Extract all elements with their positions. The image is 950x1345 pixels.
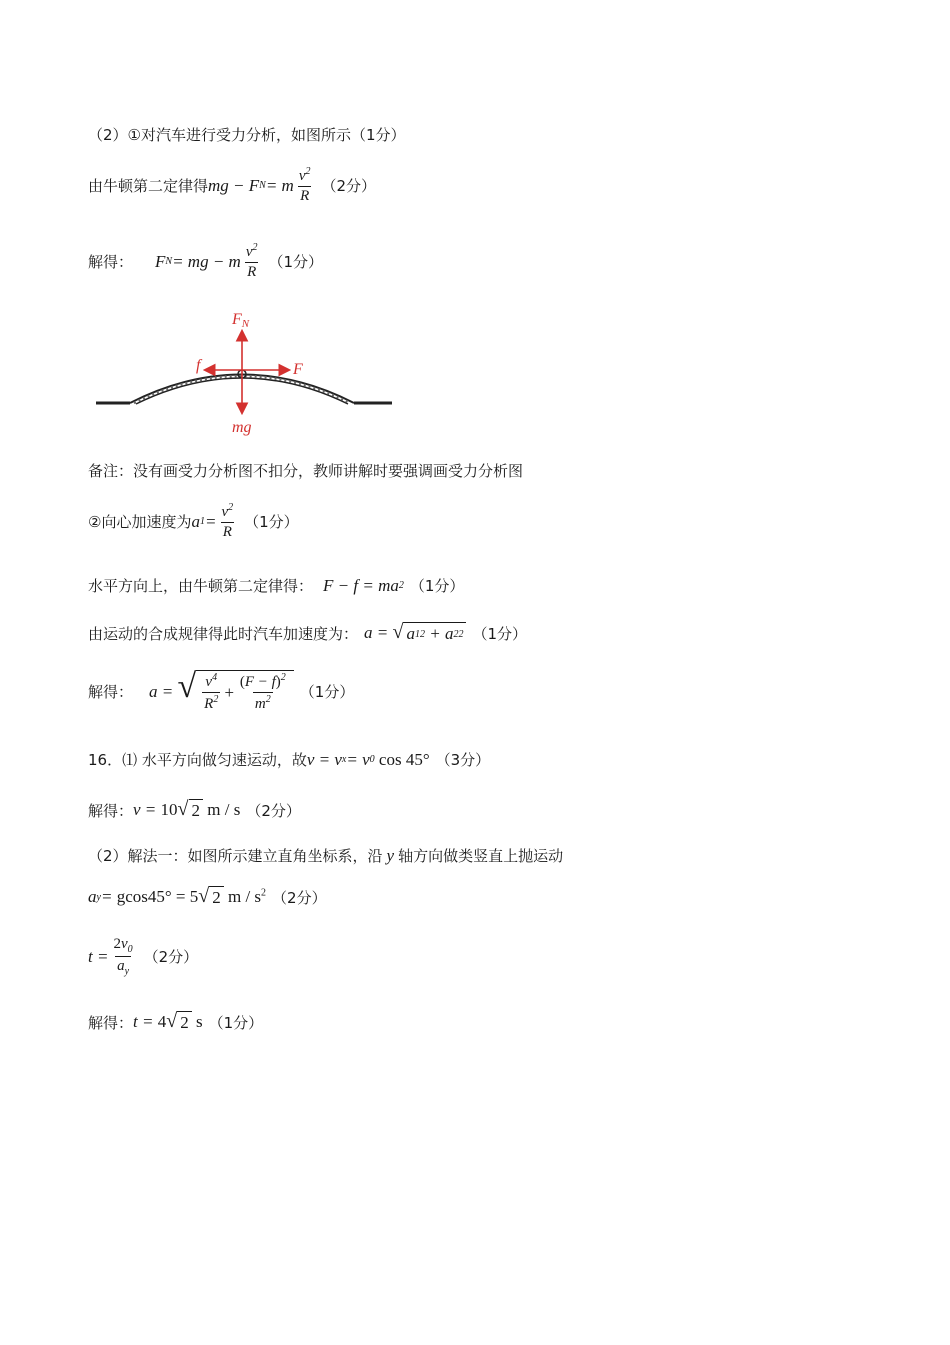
label-mg: mg xyxy=(232,419,252,436)
points: （1分） xyxy=(244,513,299,531)
points: （1分） xyxy=(268,253,324,271)
points: （3分） xyxy=(435,751,491,769)
force-diagram xyxy=(92,306,408,444)
newton-second-law-eq xyxy=(88,166,376,205)
resultant-acceleration xyxy=(88,622,527,644)
time-solution xyxy=(88,1011,263,1033)
y-axis-symbol: y xyxy=(386,845,395,865)
formula: t = $\frac{2v_0}{a_y}$ xyxy=(88,936,133,977)
teacher-note xyxy=(88,460,523,481)
acceleration-solution xyxy=(88,670,354,713)
formula: F − f = ma 2 xyxy=(323,575,404,595)
solution-part-2-header xyxy=(88,124,406,145)
bridge-arc xyxy=(96,375,392,405)
formula: t = 4 √ 2 s xyxy=(133,1010,203,1032)
line-text: 由牛顿第二定律得 xyxy=(88,177,209,195)
points: （2分） xyxy=(143,948,199,966)
line-text: 解得： xyxy=(88,683,134,701)
formula: mg − F N = m $\frac{v^2}{R}$ xyxy=(208,166,311,204)
label-F: F xyxy=(293,361,303,378)
line-text: （2）①对汽车进行受力分析，如图所示（1分） xyxy=(88,126,406,144)
points: （1分） xyxy=(208,1013,264,1032)
formula: v = v x = v 0 cos 45° xyxy=(306,749,430,769)
line-text: 16．⑴ 水平方向做匀速运动，故 xyxy=(88,751,307,769)
formula: a 1 = $\frac{v^2}{R}$ xyxy=(191,502,234,540)
velocity-solution xyxy=(88,799,301,821)
line-text: 备注：没有画受力分析图不扣分，教师讲解时要强调画受力分析图 xyxy=(88,462,524,480)
formula: a = √ $\frac{v^4}{R^2}$ + $\frac{(F - f)^2}{m^2}$ xyxy=(149,670,294,713)
points: （2分） xyxy=(272,888,327,907)
line-text: （2）解法一：如图所示建立直角坐标系，沿 xyxy=(88,847,383,865)
points: （1分） xyxy=(299,683,355,701)
line-text: 解得： xyxy=(88,801,134,820)
points: （1分） xyxy=(409,577,465,595)
formula: a y = gcos45° = 5 √ 2 m / $s^2$ xyxy=(88,885,267,907)
line-text: 由运动的合成规律得此时汽车加速度为： xyxy=(88,624,359,643)
q16-part2-header xyxy=(88,845,563,866)
normal-force-solution xyxy=(88,242,323,281)
line-text: 解得： xyxy=(88,1013,134,1032)
points: （2分） xyxy=(246,801,301,820)
formula: v = 10 √ 2 m / s xyxy=(133,798,241,820)
label-f: f xyxy=(196,357,201,374)
ay-equation xyxy=(88,886,327,908)
time-equation xyxy=(88,936,198,977)
q16-part1 xyxy=(88,749,490,770)
centripetal-acceleration xyxy=(88,502,299,541)
line-text: 轴方向做类竖直上抛运动 xyxy=(398,847,564,865)
line-text: 解得： xyxy=(88,253,134,271)
line-text: 水平方向上，由牛顿第二定律得： xyxy=(88,577,314,595)
formula: F N = mg − m $\frac{v^2}{R}$ xyxy=(155,242,258,280)
horizontal-newton xyxy=(88,575,464,596)
formula: a = √ a 1 2 + a 2 2 xyxy=(364,622,466,644)
label-fn: FN xyxy=(232,311,250,330)
points: （2分） xyxy=(321,177,377,195)
line-text: ②向心加速度为 xyxy=(88,513,192,531)
points: （1分） xyxy=(472,624,528,643)
